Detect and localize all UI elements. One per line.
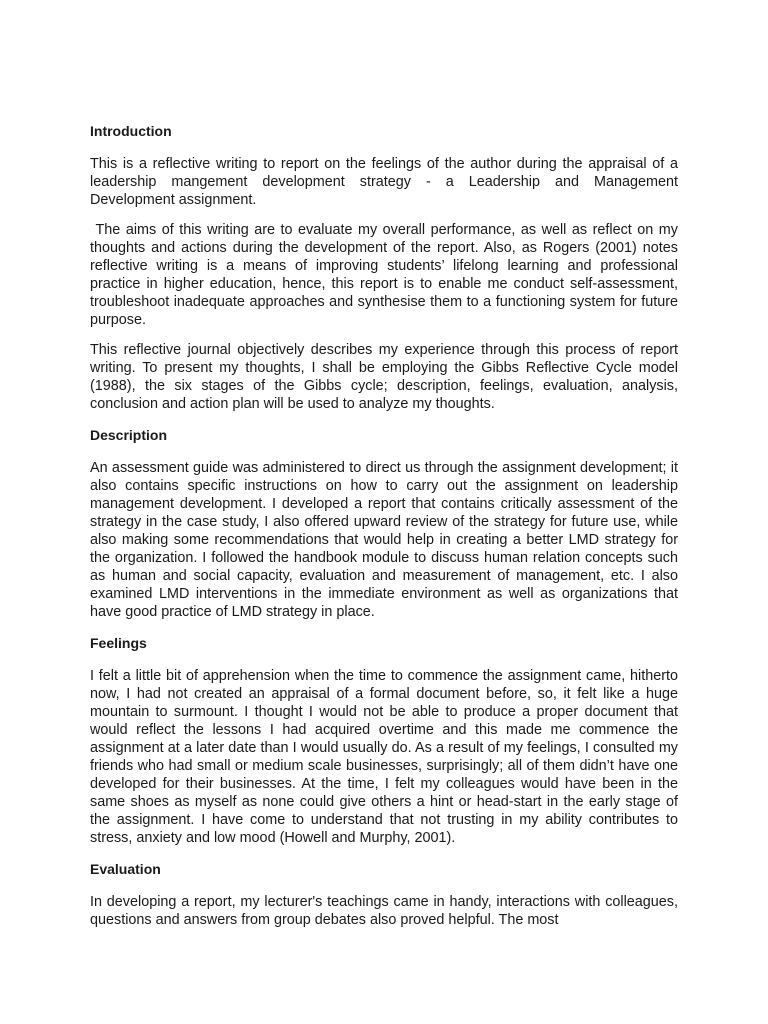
section-heading: Feelings: [90, 635, 147, 651]
paragraph: This is a reflective writing to report on the feelings of the author during the appraisal of a leadership mangement development strategy - a Leadership and Management Development assignment.: [90, 156, 678, 208]
paragraph: In developing a report, my lecturer's teachings came in handy, interactions with colleagues, questions and answers from group debates also proved helpful. The most: [90, 894, 678, 928]
section-feelings: [90, 633, 678, 847]
paragraph: This reflective journal objectively describes my experience through this process of report writing. To present my thoughts, I shall be employing the Gibbs Reflective Cycle model (1988), the six stages of the Gibbs cycle; description, feelings, evaluation, analysis, conclusion and action plan will be used to analyze my thoughts.: [90, 342, 678, 412]
section-heading: Description: [90, 427, 168, 443]
section-heading: Introduction: [90, 123, 172, 139]
paragraph: An assessment guide was administered to direct us through the assignment development; it also contains specific instructions on how to carry out the assignment on leadership management development. I developed a report that contains critically assessment of the strategy in the case study, I also offered upward review of the strategy for future use, while also making some recommendations that would help in creating a better LMD strategy for the organization. I followed the handbook module to discuss human relation concepts such as human and social capacity, evaluation and measurement of management, etc. I also examined LMD interventions in the immediate environment as well as organizations that have good practice of LMD strategy in place.: [90, 460, 678, 620]
paragraph: The aims of this writing are to evaluate my overall performance, as well as reflect on my thoughts and actions during the development of the report. Also, as Rogers (2001) notes reflective writing is a means of improving students’ lifelong learning and professional practice in higher education, hence, this report is to enable me conduct self-assessment, troubleshoot inadequate approaches and synthesise them to a functioning system for future purpose.: [90, 222, 678, 328]
section-evaluation: [90, 859, 678, 929]
section-introduction: [90, 121, 678, 413]
section-heading: Evaluation: [90, 861, 161, 877]
paragraph: I felt a little bit of apprehension when the time to commence the assignment came, hitherto now, I had not created an appraisal of a formal document before, so, it felt like a huge mountain to surmount. I thought I would not be able to produce a proper document that would reflect the lessons I had acquired overtime and this made me commence the assignment at a later date than I would usually do. As a result of my feelings, I consulted my friends who had small or medium scale businesses, surprisingly; all of them didn’t have one developed for their businesses. At the time, I felt my colleagues would have been in the same shoes as myself as none could give others a hint or head-start in the early stage of the assignment. I have come to understand that not trusting in my ability contributes to stress, anxiety and low mood (Howell and Murphy, 2001).: [90, 668, 678, 846]
section-description: [90, 425, 678, 621]
